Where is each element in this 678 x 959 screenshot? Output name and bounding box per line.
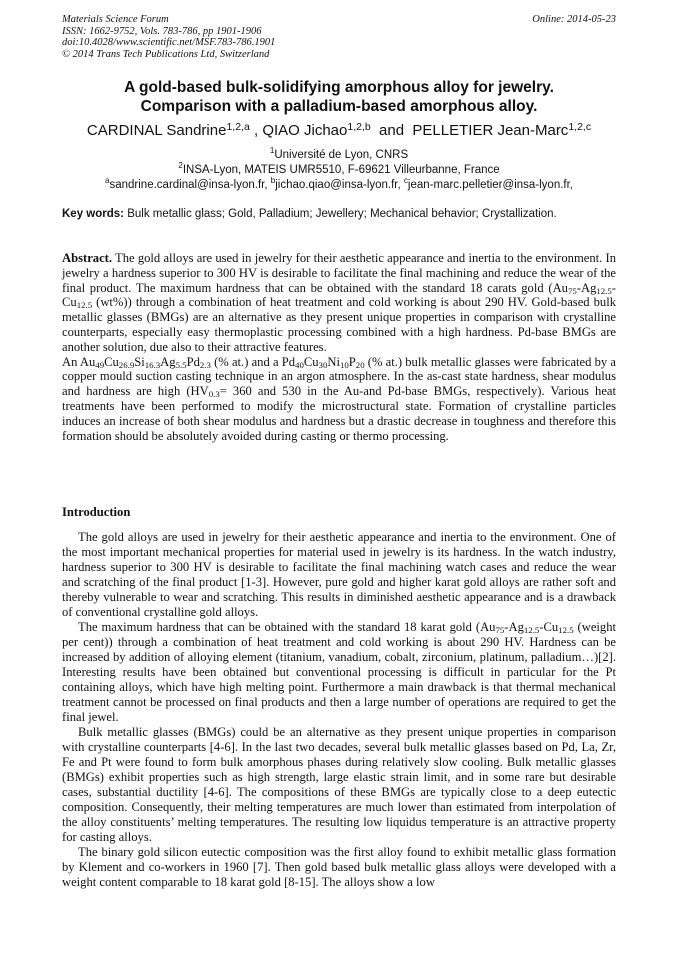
affiliations <box>62 148 616 193</box>
subscript: 5.5 <box>175 359 187 370</box>
subscript: 75 <box>495 625 505 635</box>
journal-doi: doi:10.4028/www.scientific.net/MSF.783-786.1901 <box>62 37 276 48</box>
intro-text: (weight per cent)) through a combination of heat treatment and cold working is about 290 HV. Hardness can be increased by addition of alloying element (titanium, vanadium, cobalt, zirconium, platinum, palladium…)[2]. Interesting results have been obtained but conventional processing is difficult in particular for the Pt containing alloys, which have high melting point. Furthermore a main drawback is that thermal mechanical treatment cannot be processed on final products and then a large number of operations are required to get the final jewel. <box>62 620 616 724</box>
subscript: 12.5 <box>596 285 612 296</box>
author-3: PELLETIER Jean-Marc <box>412 122 569 139</box>
author-separator: and <box>370 122 413 139</box>
author-list <box>62 122 616 140</box>
email-b-marker: b <box>270 176 276 185</box>
subscript: 12.5 <box>76 300 93 311</box>
keywords-label: Key words: <box>62 208 124 220</box>
subscript: 2.3 <box>199 359 211 370</box>
abstract-label: Abstract. <box>62 251 113 265</box>
author-emails <box>62 178 616 193</box>
email-a: sandrine.cardinal@insa-lyon.fr, <box>109 179 271 191</box>
subscript: 10 <box>339 359 349 370</box>
affiliation-2-marker: 2 <box>178 161 183 170</box>
email-c-marker: c <box>403 176 408 185</box>
subscript: 12.5 <box>558 625 574 635</box>
paper-title <box>62 78 616 116</box>
title-line-1: A gold-based bulk-solidifying amorphous alloy for jewelry. <box>124 79 554 96</box>
abstract-text: (wt%)) through a combination of heat treatment and cold working is about 290 HV. Gold-based bulk metallic glasses (BMGs) are an alternative as they present unique properties in comparison with crystalline counterparts, especially easy thermoplastic processing combined with a high hardness. Pd-base BMGs are another solution, due also to their attractive features. <box>62 295 616 354</box>
abstract-text: (% at.) and a Pd <box>210 354 296 369</box>
author-3-affil: 1,2,c <box>568 121 592 133</box>
abstract-paragraph-1 <box>62 251 616 355</box>
abstract-text: Pd <box>186 354 200 369</box>
author-2: QIAO Jichao <box>262 122 348 139</box>
affiliation-1 <box>62 148 616 163</box>
email-c: jean-marc.pelletier@insa-lyon.fr, <box>407 179 573 191</box>
keywords <box>62 207 616 222</box>
abstract-text: Si <box>134 354 145 369</box>
intro-text: -Ag <box>504 620 524 634</box>
author-1: CARDINAL Sandrine <box>86 122 227 139</box>
abstract-text: The gold alloys are used in jewelry for their aesthetic appearance and inertia to the environment. In jewelry a hardness superior to 300 HV is desirable to facilitate the final machining and reduce the wear of the final product. The maximum hardness that can be obtained with the standard 18 carats gold (Au <box>62 251 616 295</box>
abstract-text: = 360 and 530 in the Au-and Pd-base BMGs, respectively). Various heat treatments have been performed to modify the microstructural state. Formation of crystalline particles induces an increase of both shear modulus and hardness but a drastic decrease in toughness and therefore this formation should be absolutely avoided during casting or thermo processing. <box>62 384 616 443</box>
section-heading-introduction: Introduction <box>62 505 131 519</box>
subscript: 12.5 <box>523 625 540 635</box>
affiliation-1-text: Université de Lyon, CNRS <box>274 149 409 161</box>
journal-copyright: © 2014 Trans Tech Publications Ltd, Switzerland <box>62 48 270 60</box>
subscript: 20 <box>355 359 365 370</box>
subscript: 16.3 <box>144 359 161 370</box>
intro-text: -Cu <box>539 620 559 634</box>
author-1-affil: 1,2,a <box>226 121 250 133</box>
affiliation-2-text: INSA-Lyon, MATEIS UMR5510, F-69621 Villeurbanne, France <box>182 164 500 176</box>
online-date: Online: 2014-05-23 <box>532 14 616 25</box>
email-b: jichao.qiao@insa-lyon.fr, <box>275 179 404 191</box>
abstract-text: Ni <box>327 354 340 369</box>
subscript: 40 <box>295 359 304 370</box>
journal-name: Materials Science Forum <box>62 14 169 25</box>
abstract-text: Cu <box>104 354 119 369</box>
subscript: 26.9 <box>118 359 135 370</box>
abstract <box>62 251 616 443</box>
author-2-affil: 1,2,b <box>347 121 371 133</box>
journal-issn: ISSN: 1662-9752, Vols. 783-786, pp 1901-1906 <box>62 25 262 37</box>
intro-paragraph-2 <box>62 620 616 725</box>
subscript: 0.3 <box>208 389 220 400</box>
journal-header <box>62 14 616 60</box>
intro-paragraph-1: The gold alloys are used in jewelry for their aesthetic appearance and inertia to the environment. One of the most important mechanical properties for material used in jewelry is its hardness. In the watch industry, hardness superior to 300 HV is desirable to facilitate the final machining watch cases and reduce the wear and scratching of the final product [1-3]. However, pure gold and higher karat gold alloys are rather soft and thereby vulnerable to wear and scratching. This results in diminished aesthetic appearance and is a drawback of conventional crystalline gold alloys. <box>62 530 616 619</box>
subscript: 75 <box>567 285 577 296</box>
abstract-paragraph-2 <box>62 355 616 444</box>
abstract-text: -Ag <box>576 280 597 295</box>
abstract-text: An Au <box>62 354 96 369</box>
affiliation-2 <box>62 163 616 178</box>
abstract-text: Cu <box>303 354 319 369</box>
subscript: 49 <box>95 359 105 370</box>
keywords-text: Bulk metallic glass; Gold, Palladium; Jewellery; Mechanical behavior; Crystallization. <box>124 208 557 220</box>
intro-text: The maximum hardness that can be obtained with the standard 18 karat gold (Au <box>78 620 496 634</box>
email-a-marker: a <box>105 176 110 185</box>
abstract-text: -Cu <box>62 280 616 310</box>
abstract-text: Ag <box>160 354 176 369</box>
affiliation-1-marker: 1 <box>269 146 275 155</box>
abstract-text: (% at.) bulk metallic glasses were fabricated by a copper mould suction casting technique in an argon atmosphere. In the as-cast state hardness, shear modulus and hardness are high (HV <box>62 354 616 399</box>
intro-paragraph-3: Bulk metallic glasses (BMGs) could be an alternative as they present unique properties in comparison with crystalline counterparts [4-6]. In the last two decades, several bulk metallic glasses based on Pd, La, Zr, Fe and Pt were found to form bulk amorphous phases during relatively slow cooling. Bulk metallic glasses (BMGs) exhibit properties such as high strength, large elastic strain limit, and in some rare but desirable cases, substantial ductility [4-6]. The compositions of these BMGs are typically close to a deep eutectic composition. Consequently, their melting temperatures are much lower than estimated from interpolation of the alloy constituents’ melting temperatures. The resulting low liquidus temperature is an attractive property for casting alloys. <box>62 725 616 844</box>
intro-paragraph-4: The binary gold silicon eutectic composition was the first alloy found to exhibit metallic glass formation by Klement and co-workers in 1960 [7]. Then gold based bulk metallic glass alloys were developed with a weight content comparable to 18 karat gold [8-15]. The alloys show a low <box>62 845 616 889</box>
author-separator: , <box>249 122 263 139</box>
subscript: 30 <box>318 359 328 370</box>
title-line-2: Comparison with a palladium-based amorphous alloy. <box>140 98 538 115</box>
abstract-text: P <box>348 354 356 369</box>
introduction-body <box>62 530 616 890</box>
